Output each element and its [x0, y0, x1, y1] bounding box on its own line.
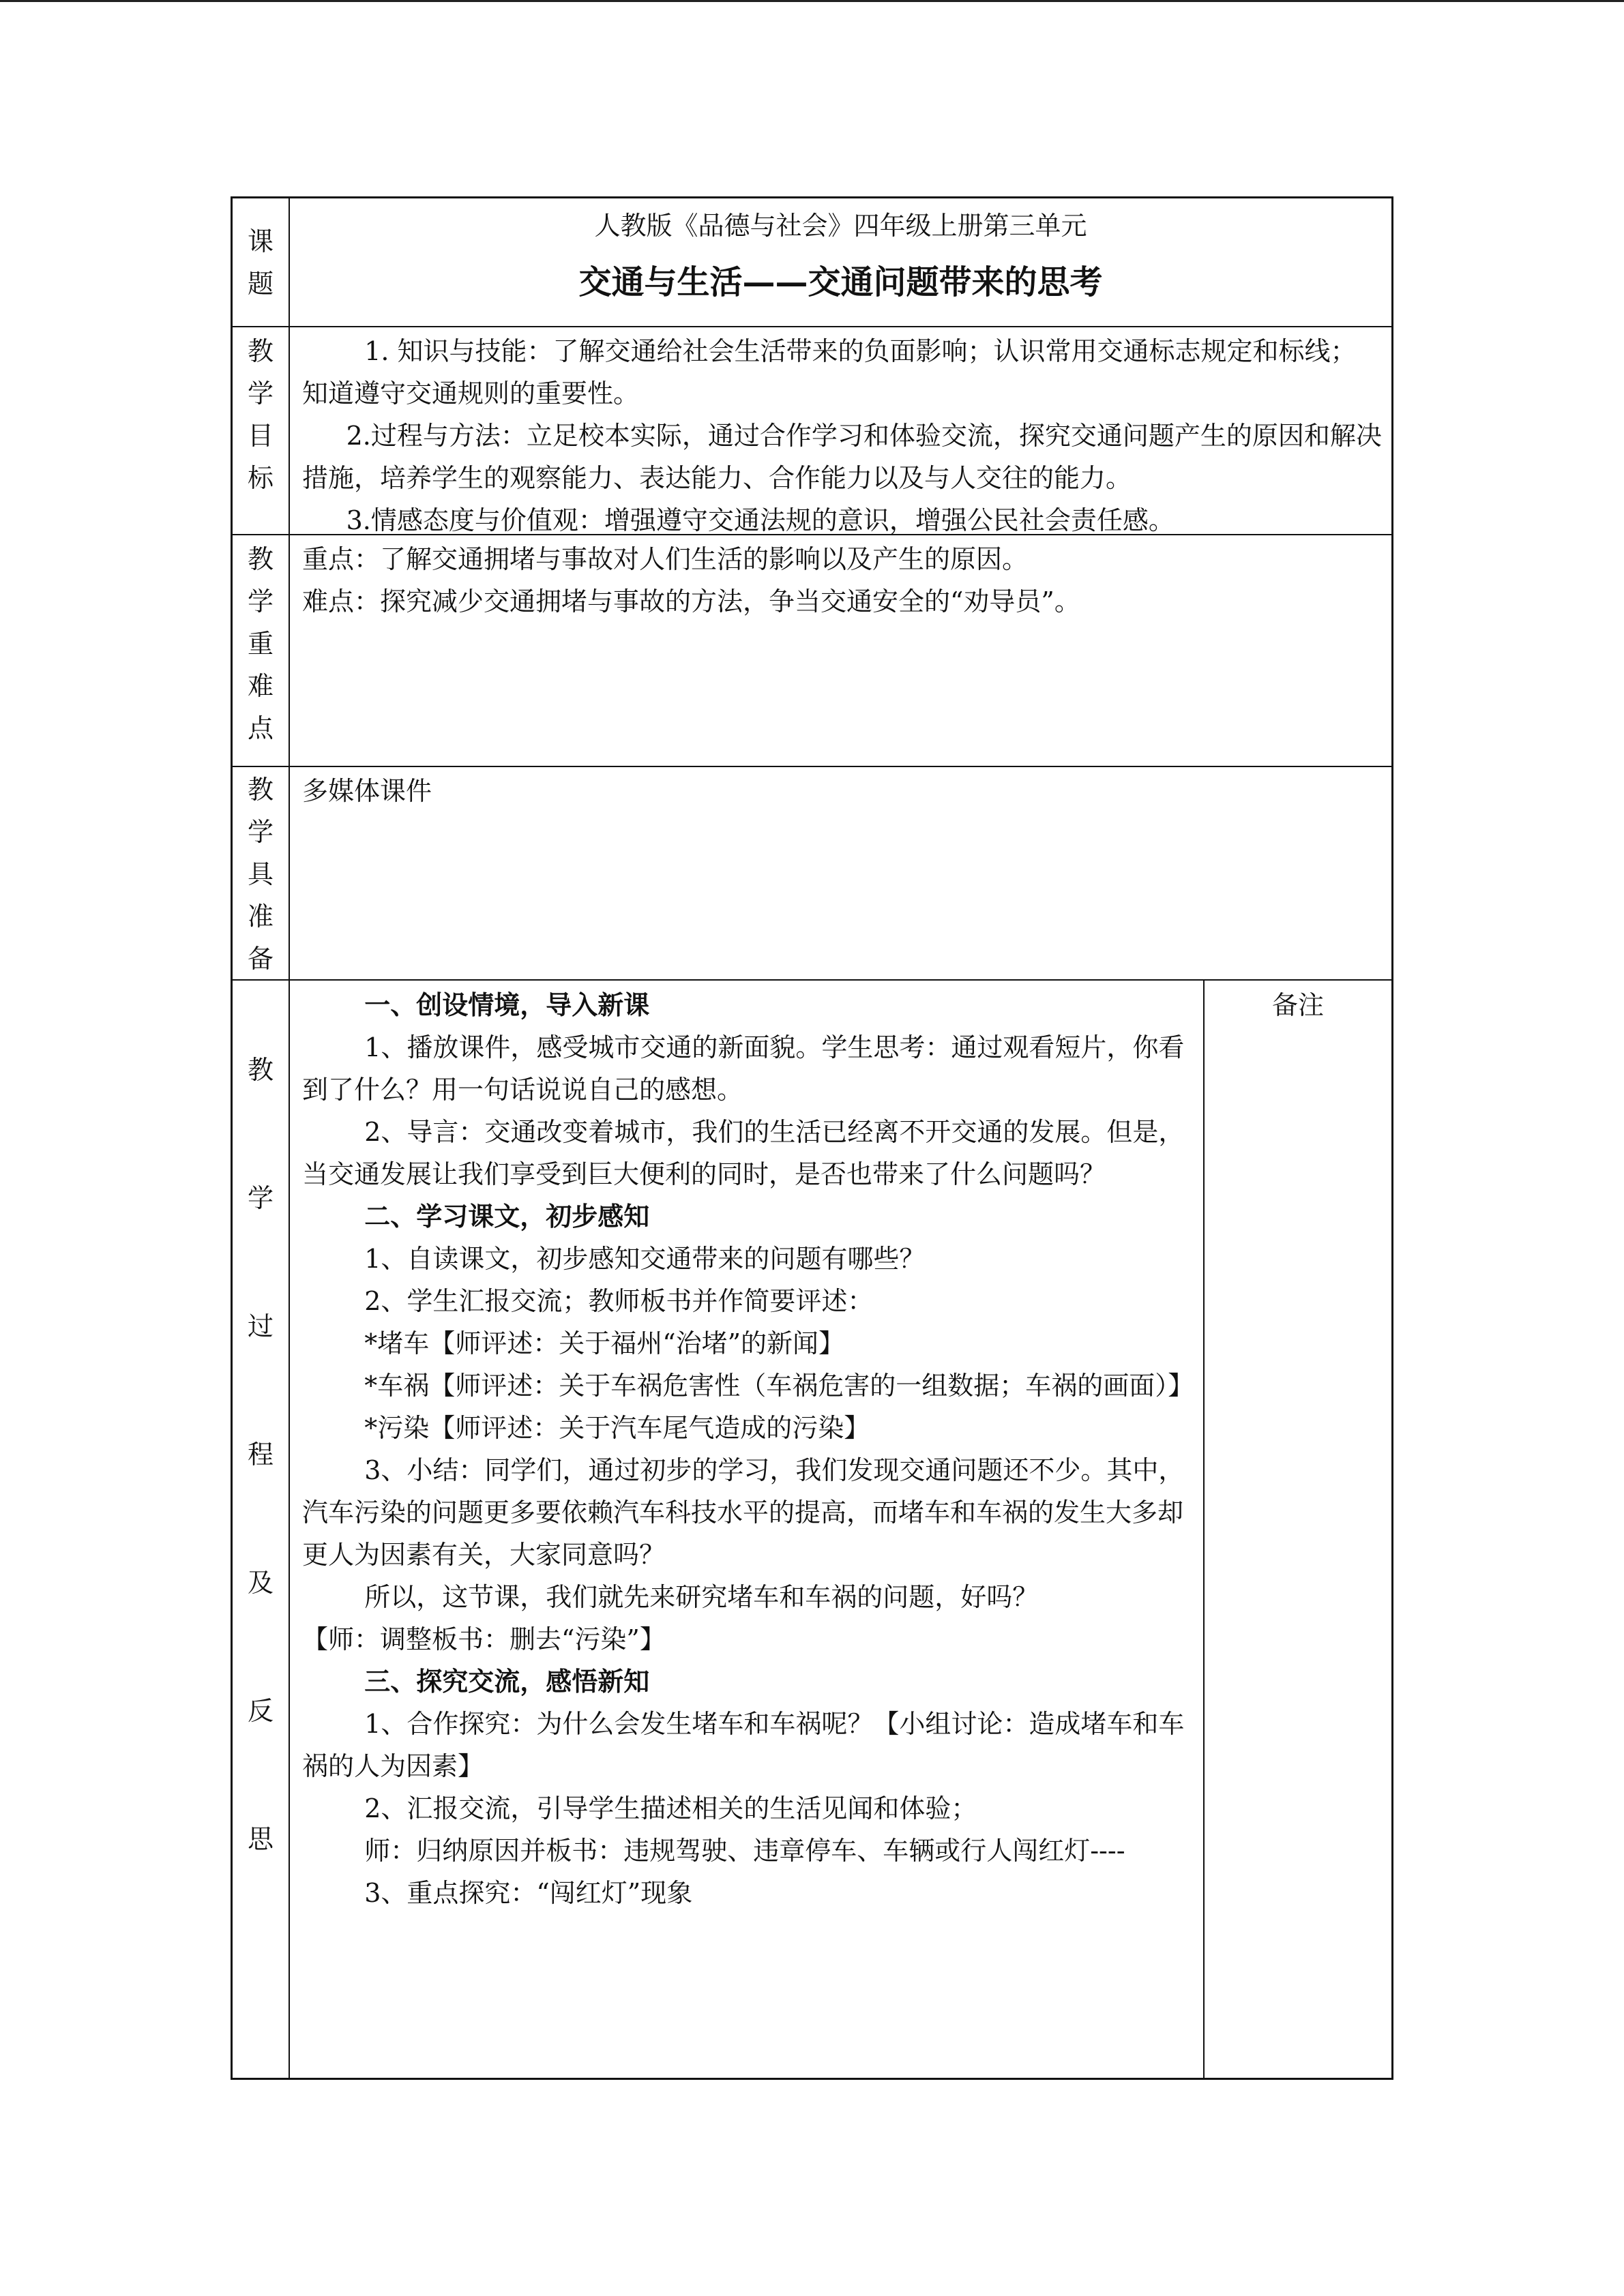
process-section-heading: 三、探究交流，感悟新知 [364, 1666, 650, 1697]
label-char: 备 [247, 944, 274, 974]
lesson-plan-table [231, 196, 1393, 2080]
label-char: 教 [247, 1055, 274, 1085]
label-char: 思 [247, 1824, 274, 1854]
objectives-row [233, 326, 1391, 534]
process-line: 3、重点探究：“闯红灯”现象 [364, 1878, 693, 1908]
process-line: *污染【师评述：关于汽车尾气造成的污染】 [364, 1413, 870, 1443]
label-char: 点 [247, 713, 274, 743]
process-line: 【师：调整板书：删去“污染”】 [302, 1624, 666, 1654]
label-char: 及 [247, 1568, 274, 1598]
label-char: 难 [247, 671, 274, 701]
label-char: 教 [247, 544, 274, 574]
lesson-subtitle: 人教版《品德与社会》四年级上册第三单元 [594, 211, 1087, 241]
process-content [290, 981, 1205, 2078]
label-char: 重 [247, 629, 274, 659]
notes-header: 备注 [1271, 990, 1324, 1020]
lesson-title: 交通与生活——交通问题带来的思考 [578, 263, 1103, 301]
process-line: 2、导言：交通改变着城市，我们的生活已经离不开交通的发展。但是，当交通发展让我们享受到巨大便利的同时，是否也带来了什么问题吗？ [302, 1117, 1185, 1189]
process-line: 1、合作探究：为什么会发生堵车和车祸呢？【小组讨论：造成堵车和车祸的人为因素】 [302, 1709, 1185, 1781]
process-line: 师：归纳原因并板书：违规驾驶、违章停车、车辆或行人闯红灯---- [364, 1836, 1125, 1866]
label-char: 教 [247, 336, 274, 366]
key-points-row [233, 534, 1391, 766]
process-line: *车祸【师评述：关于车祸危害性（车祸危害的一组数据；车祸的画面）】 [364, 1371, 1194, 1401]
materials-row [233, 766, 1391, 979]
process-row [233, 979, 1391, 2078]
key-point-line: 重点：了解交通拥堵与事故对人们生活的影响以及产生的原因。 [302, 544, 1029, 574]
label-char: 目 [247, 421, 274, 451]
process-line: 所以，这节课，我们就先来研究堵车和车祸的问题，好吗？ [364, 1582, 1039, 1612]
key-points-label [233, 535, 290, 766]
process-line: *堵车【师评述：关于福州“治堵”的新闻】 [364, 1328, 845, 1358]
process-section-heading: 二、学习课文，初步感知 [364, 1201, 650, 1232]
key-points-content [290, 535, 1391, 766]
label-char: 标 [247, 463, 274, 493]
label-char: 学 [247, 1183, 274, 1213]
label-char: 学 [247, 817, 274, 847]
lesson-title-row [233, 198, 1391, 326]
label-char: 学 [247, 378, 274, 408]
process-line: 3、小结：同学们，通过初步的学习，我们发现交通问题还不少。其中，汽车污染的问题更多要依赖汽车科技水平的提高，而堵车和车祸的发生大多却更人为因素有关，大家同意吗？ [302, 1455, 1185, 1570]
lesson-title-label [233, 198, 290, 326]
process-line: 2、学生汇报交流；教师板书并作简要评述： [364, 1286, 874, 1316]
materials-content [290, 767, 1391, 979]
process-section-heading: 一、创设情境，导入新课 [364, 989, 650, 1020]
label-char: 题 [247, 269, 274, 299]
label-char: 课 [247, 226, 274, 256]
label-char: 具 [247, 859, 274, 889]
materials-text: 多媒体课件 [302, 776, 432, 806]
process-line: 2、汇报交流，引导学生描述相关的生活见闻和体验； [364, 1793, 977, 1823]
objective-paragraph: 2.过程与方法：立足校本实际，通过合作学习和体验交流，探究交通问题产生的原因和解决措施，培养学生的观察能力、表达能力、合作能力以及与人交往的能力。 [302, 421, 1382, 493]
process-line: 1、自读课文，初步感知交通带来的问题有哪些？ [364, 1244, 926, 1274]
lesson-title-content [290, 198, 1391, 326]
process-line: 1、播放课件，感受城市交通的新面貌。学生思考：通过观看短片，你看到了什么？用一句话说说自己的感想。 [302, 1032, 1185, 1105]
objective-paragraph: 3.情感态度与价值观：增强遵守交通法规的意识，增强公民社会责任感。 [346, 505, 1175, 535]
materials-label [233, 767, 290, 979]
page-top-border [0, 0, 1624, 2]
process-label [233, 981, 290, 2078]
objectives-label [233, 327, 290, 534]
label-char: 反 [247, 1696, 274, 1726]
notes-column [1205, 981, 1391, 2078]
label-char: 过 [247, 1311, 274, 1341]
label-char: 教 [247, 775, 274, 805]
objectives-content [290, 327, 1391, 534]
label-char: 学 [247, 586, 274, 616]
label-char: 准 [247, 901, 274, 931]
objective-paragraph: 1. 知识与技能：了解交通给社会生活带来的负面影响；认识常用交通标志规定和标线；知道遵守交通规则的重要性。 [302, 336, 1357, 408]
label-char: 程 [247, 1440, 274, 1470]
difficult-point-line: 难点：探究减少交通拥堵与事故的方法，争当交通安全的“劝导员”。 [302, 586, 1080, 616]
